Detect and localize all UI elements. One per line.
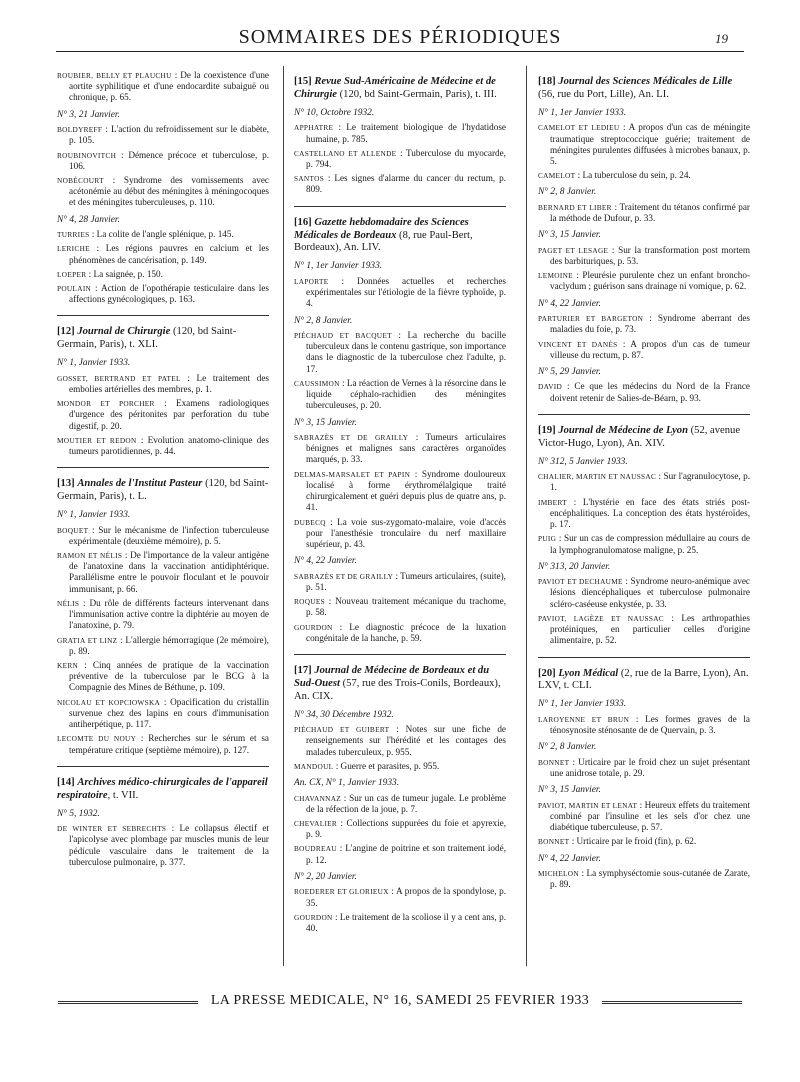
article-entry: [57, 124, 269, 146]
article-title: : Syndrome douloureux localisé à forme érythromélalgique traité chirurgicalement et guéri depuis plus de quatre ans, p. 41.: [306, 468, 507, 513]
journal-section: [538, 425, 750, 647]
article-title: : Le collapsus électif et l'apicolyse avec plombage par muscles munis de leur pédicule vasculaire dans le traitement de la tuberculose pulmonaire, p. 377.: [69, 823, 269, 867]
issue-label: N° 2, 8 Janvier.: [538, 742, 597, 753]
section-separator: [538, 414, 750, 415]
issue-label: N° 1, Janvier 1933.: [57, 358, 131, 369]
article-authors: BONNET: [538, 837, 570, 847]
article-title: : Les arthropathies protéiniques, en particulier celles d'origine alimentaire, p. 52.: [550, 612, 750, 646]
journal-number: [19]: [538, 424, 556, 436]
article-authors: PAGET ET LESAGE: [538, 245, 609, 255]
article-title: : Traitement du tétanos confirmé par la méthode de Dufour, p. 33.: [550, 201, 750, 224]
article-authors: BONNET: [538, 757, 570, 767]
article-entry: [294, 622, 506, 644]
article-entry: [538, 836, 750, 847]
article-title: : A propos de la spondylose, p. 35.: [306, 886, 506, 908]
article-authors: DE WINTER ET SEBRECHTS: [57, 824, 167, 834]
article-title: : Action de l'opothérapie testiculaire dans les affections gynécologiques, p. 163.: [69, 283, 269, 305]
issue-label: N° 4, 22 Janvier.: [538, 298, 601, 309]
article-title: : L'allergie hémorragique (2e mémoire), p. 89.: [69, 634, 269, 656]
article-authors: PAVIOT, LAGÈZE ET NAUSSAC: [538, 613, 664, 623]
article-entry: [57, 70, 269, 104]
article-authors: POULAIN: [57, 284, 92, 293]
journal-address: (120, bd Saint-Germain, Paris), t. L.: [57, 478, 269, 503]
journal-title: [57, 326, 269, 352]
issue-label: N° 1, 1er Janvier 1933.: [538, 107, 627, 118]
issue-label: N° 4, 28 Janvier.: [57, 214, 120, 225]
article-title: : Sur la transformation post mortem des barbituriques, p. 53.: [550, 244, 750, 266]
journal-name: Journal des Sciences Médicales de Lille: [558, 76, 733, 87]
issue-label: N° 1, 1er Janvier 1933.: [538, 699, 627, 710]
section-separator: [538, 657, 750, 658]
article-title: : Opacification du cristallin survenue chez des lapins en cours d'immunisation antiherpétique, p. 117.: [69, 696, 269, 730]
article-title: : L'angine de poitrine et son traitement iodé, p. 12.: [306, 843, 506, 865]
section-separator: [294, 206, 506, 207]
issue-label: N° 10, Octobre 1932.: [294, 107, 375, 118]
article-title: : Urticaire par le froid (fin), p. 62.: [569, 836, 697, 847]
article-entry: [57, 733, 269, 755]
article-entry: [294, 571, 506, 593]
article-entry: [538, 497, 750, 531]
article-entry: [538, 313, 750, 335]
issue-label: N° 5, 29 Janvier.: [538, 367, 601, 377]
article-authors: CHEVALIER: [294, 818, 338, 828]
article-title: : Le traitement des embolies artérielles des membres, p. 1.: [69, 372, 270, 394]
journal-number: [13]: [57, 478, 75, 490]
issue-label: N° 4, 22 Janvier.: [538, 853, 601, 864]
article-title: : La recherche du bacille tuberculeux dans le contenu gastrique, son importance dans le diagnostic de la tuberculose chez l'adulte, p. 17.: [306, 329, 506, 374]
article-entry: [294, 843, 506, 865]
article-title: : Données actuelles et recherches expérimentales sur l'étiologie de la fièvre typhoïde, p. 4.: [306, 275, 506, 309]
journal-title: [538, 76, 750, 102]
article-title: : Syndrome aberrant des maladies du foie, p. 73.: [550, 313, 750, 335]
journal-name: Journal de Médecine de Lyon: [558, 424, 688, 436]
article-authors: SABRAZÈS ET DE GRAILLY: [294, 432, 409, 442]
article-title: : Syndrome des vomissements avec acétonémie au début des méningites à méningocoques et des méningites tuberculeuses, p. 110.: [69, 175, 269, 208]
article-entry: [538, 122, 750, 167]
article-title: : Collections suppurées du foie et apyrexie, p. 9.: [306, 817, 506, 840]
journal-number: [20]: [538, 667, 556, 679]
article-title: : Tuberculose du myocarde, p. 794.: [306, 147, 506, 169]
journal-number: [17]: [294, 664, 312, 676]
article-authors: LEMOINE: [538, 271, 573, 281]
article-title: : Tumeurs articulaires, (suite), p. 51.: [306, 570, 506, 592]
article-title: : Urticaire par le froid chez un sujet présentant une anidrose totale, p. 29.: [550, 756, 750, 778]
article-entry: [294, 886, 506, 908]
journal-name: Journal de Chirurgie: [77, 326, 171, 338]
issue-label: N° 3, 15 Janvier.: [294, 417, 357, 428]
article-entry: [294, 724, 506, 758]
article-authors: CAUSSIMON: [294, 378, 340, 388]
journal-number: [18]: [538, 76, 556, 87]
article-entry: [294, 818, 506, 840]
article-entry: [538, 339, 750, 361]
article-entry: [294, 432, 506, 466]
article-authors: NOBÉCOURT: [57, 176, 104, 185]
journal-title: [538, 668, 750, 694]
journal-number: [14]: [57, 776, 75, 788]
section-separator: [294, 654, 506, 655]
article-entry: [57, 150, 269, 172]
article-entry: [538, 245, 750, 267]
journal-address: (57, rue des Trois-Conils, Bordeaux), An. CIX.: [294, 677, 501, 702]
section-separator: [57, 315, 269, 316]
article-title: : De la coexistence d'une aortite syphilitique et d'une endocardite subaiguë ou chronique, p. 65.: [69, 70, 269, 103]
footer: LA PRESSE MEDICALE, N° 16, SAMEDI 25 FEVRIER 1933: [210, 993, 590, 1008]
journal-section: [294, 665, 506, 934]
article-authors: PARTURIER ET BARGETON: [538, 314, 644, 324]
journal-number: [15]: [294, 76, 312, 87]
article-authors: GOURDON: [294, 622, 333, 632]
issue-label: N° 1, 1er Janvier 1933.: [294, 261, 383, 272]
article-entry: [294, 173, 506, 195]
article-title: : Guerre et parasites, p. 955.: [333, 760, 440, 771]
article-authors: BOQUET: [57, 525, 89, 535]
article-entry: [57, 229, 269, 240]
article-entry: [57, 175, 269, 209]
article-authors: ROUBINOVITCH: [57, 150, 117, 160]
journal-name: Archives médico-chirurgicales de l'appareil respiratoire: [57, 776, 268, 801]
article-entry: [538, 613, 750, 647]
article-title: : Le traitement biologique de l'hydatidose humaine, p. 785.: [306, 122, 506, 144]
article-entry: [57, 635, 269, 657]
journal-section: [57, 70, 269, 305]
article-title: : Sur un cas de tumeur jugale. Le problème de la réfection de la joue, p. 7.: [306, 792, 506, 814]
journal-section: [538, 76, 750, 404]
article-authors: BERNARD ET LIBER: [538, 202, 612, 212]
journal-number: [12]: [57, 326, 75, 338]
issue-label: N° 2, 8 Janvier.: [294, 315, 353, 326]
article-entry: [57, 373, 269, 395]
article-entry: [57, 660, 269, 694]
column-divider: [526, 66, 527, 966]
journal-section: [294, 217, 506, 644]
article-title: : Evolution anatomo-clinique des tumeurs parotidiennes, p. 44.: [69, 434, 269, 457]
article-entry: [294, 469, 506, 514]
article-authors: MONDOR ET PORCHER: [57, 399, 155, 409]
journal-name: Revue Sud-Américaine de Médecine et de Chirurgie: [294, 76, 496, 100]
article-authors: PIÉCHAUD ET BACQUET: [294, 330, 392, 340]
issue-label: N° 1, Janvier 1933.: [57, 510, 131, 521]
article-entry: [294, 596, 506, 618]
article-entry: [294, 912, 506, 934]
article-title: : A propos d'un cas de méningite traumatique streptococcique guérie; traitement de méningites purulentes diffusées à microbes banaux, p. 5.: [550, 122, 750, 166]
article-authors: PAVIOT, MARTIN ET LENAT: [538, 800, 638, 810]
article-entry: [294, 761, 506, 772]
column-1: [57, 70, 269, 872]
column-divider: [283, 66, 284, 966]
article-authors: ROQUES: [294, 597, 325, 607]
article-authors: DELMAS-MARSALET ET PAPIN: [294, 469, 411, 479]
article-title: : Démence précoce et tuberculose, p. 106.: [69, 149, 269, 171]
issue-label: N° 3, 21 Janvier.: [57, 109, 120, 120]
journal-address: , t. VII.: [107, 789, 139, 801]
page-title: SOMMAIRES DES PÉRIODIQUES: [238, 26, 562, 48]
article-authors: MICHELON: [538, 869, 579, 878]
article-title: : La colite de l'angle splénique, p. 145.: [89, 229, 234, 240]
article-title: : Les signes d'alarme du cancer du rectum, p. 809.: [306, 173, 506, 195]
article-title: : Heureux effets du traitement combiné par l'insuline et les sels d'or chez une diabétique tuberculeuse, p. 57.: [550, 799, 750, 833]
article-authors: LAPORTE: [294, 276, 329, 286]
journal-title: [294, 665, 506, 704]
journal-section: [57, 478, 269, 755]
article-authors: ROUBIER, BELLY ET PLAUCHU: [57, 71, 172, 80]
article-entry: [57, 398, 269, 432]
article-title: : Syndrome neuro-anémique avec lésions diencéphaliques et tuberculose pulmonaire scléro-caséeuse enkystée, p. 33.: [550, 576, 750, 609]
article-title: : Le traitement de la scoliose il y a cent ans, p. 40.: [306, 911, 506, 933]
article-title: : La symphyséctomie sous-cutanée de Zarate, p. 89.: [550, 868, 750, 890]
article-authors: GOURDON: [294, 912, 333, 922]
article-entry: [294, 330, 506, 375]
article-authors: BOUDREAU: [294, 844, 337, 854]
journal-title: [538, 425, 750, 451]
article-entry: [57, 435, 269, 457]
article-entry: [538, 381, 750, 403]
journal-section: [538, 668, 750, 891]
journal-title: [294, 76, 506, 102]
issue-label: N° 4, 22 Janvier.: [294, 556, 357, 567]
article-title: : La réaction de Vernes à la résorcine dans le liquide céphalo-rachidien des méningites tuberculeuses, p. 20.: [306, 377, 506, 411]
issue-label: N° 3, 15 Janvier.: [538, 230, 601, 241]
article-authors: CHAVANNAZ: [294, 793, 342, 803]
article-authors: PIÉCHAUD ET GUIBERT: [294, 725, 390, 735]
article-entry: [538, 714, 750, 736]
article-entry: [538, 270, 750, 292]
article-entry: [538, 471, 750, 493]
article-authors: GRATIA ET LINZ: [57, 635, 118, 645]
article-title: : L'hystérie en face des états striés post-encéphalitiques. La conception des états hystéroïdes, p. 17.: [550, 496, 750, 530]
article-entry: [538, 202, 750, 224]
article-title: : Sur l'agranulocytose, p. 1.: [550, 471, 750, 493]
article-authors: TURRIES: [57, 230, 90, 240]
article-authors: BOLDYREFF: [57, 125, 103, 135]
article-authors: IMBERT: [538, 497, 567, 507]
article-title: : Nouveau traitement mécanique du trachome, p. 58.: [306, 596, 506, 618]
article-title: : La saignée, p. 150.: [86, 268, 163, 279]
article-entry: [294, 122, 506, 144]
article-entry: [538, 170, 750, 181]
journal-address: (8, rue Paul-Bert, Bordeaux), An. LIV.: [294, 229, 473, 254]
article-entry: [57, 598, 269, 632]
article-authors: APPHATRE: [294, 123, 334, 133]
article-authors: SABRAZÈS ET DE GRAILLY: [294, 571, 394, 581]
article-title: : Pleurésie purulente chez un enfant broncho-vaclydum ; guérison sans drainage ni vomique, p. 62.: [550, 270, 750, 292]
journal-address: (56, rue du Port, Lille), An. LI.: [538, 88, 669, 100]
issue-label: N° 2, 20 Janvier.: [294, 871, 357, 882]
journal-name: Gazette hebdomadaire des Sciences Médicales de Bordeaux: [294, 216, 469, 241]
article-authors: KERN: [57, 661, 79, 670]
article-entry: [538, 533, 750, 555]
journal-section: [294, 76, 506, 196]
article-title: : Sur le mécanisme de l'infection tuberculeuse expérimentale (deuxième mémoire), p. 5.: [69, 524, 269, 546]
issue-label: N° 312, 5 Janvier 1933.: [538, 456, 628, 467]
section-separator: [57, 467, 269, 468]
issue-label: N° 2, 8 Janvier.: [538, 187, 597, 198]
header-rule: [56, 51, 744, 52]
article-authors: LAROYENNE ET BRUN: [538, 714, 630, 724]
issue-label: An. CX, N° 1, Janvier 1933.: [294, 778, 400, 789]
article-entry: [294, 148, 506, 170]
article-title: : L'action du refroidissement sur le diabète, p. 105.: [69, 124, 269, 146]
article-title: : Du rôle de différents facteurs intervenant dans l'immunisation active contre la diphtérie au moyen de l'anatoxine, p. 79.: [69, 597, 269, 631]
journal-section: [57, 777, 269, 868]
column-2: [294, 70, 506, 938]
article-entry: [294, 793, 506, 815]
article-authors: DAVID: [538, 382, 563, 392]
article-authors: MOUTIER ET REDON: [57, 435, 137, 445]
article-authors: VINCENT ET DANÈS: [538, 339, 618, 349]
article-entry: [57, 269, 269, 280]
article-title: : De l'importance de la valeur antigène de l'anatoxine dans la vaccination antidiphtérique. Parallélisme entre le pouvoir floculant et le pouvoir immunisant, p. 66.: [69, 550, 269, 594]
article-authors: NÉLIS: [57, 598, 80, 608]
section-separator: [57, 766, 269, 767]
article-entry: [57, 697, 269, 731]
article-entry: [294, 378, 506, 412]
article-authors: SANTOS: [294, 174, 325, 184]
article-authors: CAMELOT: [538, 171, 576, 181]
article-authors: ROEDERER ET GLORIEUX: [294, 887, 389, 897]
article-authors: PAVIOT ET DECHAUME: [538, 577, 623, 587]
article-authors: DUBECQ: [294, 517, 326, 527]
journal-title: [57, 478, 269, 504]
article-entry: [538, 800, 750, 834]
issue-label: N° 3, 15 Janvier.: [538, 785, 601, 796]
journal-name: Journal de Médecine de Bordeaux et du Sud-Ouest: [294, 664, 490, 689]
article-entry: [57, 525, 269, 547]
article-authors: RAMON ET NÉLIS: [57, 551, 123, 561]
journal-address: (120, bd Saint-Germain, Paris), t. XLI.: [57, 326, 237, 351]
journal-name: Annales de l'Institut Pasteur: [77, 478, 203, 490]
article-entry: [294, 276, 506, 310]
article-title: : Recherches sur le sérum et sa température critique (septième mémoire), p. 127.: [69, 733, 269, 755]
article-entry: [294, 517, 506, 551]
journal-title: [57, 777, 269, 803]
journal-address: (52, avenue Victor-Hugo, Lyon), An. XIV.: [538, 424, 741, 449]
issue-label: N° 34, 30 Décembre 1932.: [294, 709, 394, 720]
journal-section: [57, 326, 269, 457]
article-title: : Notes sur une fiche de renseignements sur l'hérédité et les contages des malades tuberculeux, p. 955.: [306, 724, 506, 757]
article-title: : Sur un cas de compression médullaire au cours de la lymphogranulomatose maligne, p. 25.: [550, 533, 750, 555]
article-authors: NICOLAU ET KOPCIOWSKA: [57, 697, 161, 707]
article-authors: LERICHE: [57, 244, 90, 254]
article-authors: MANDOUL: [294, 761, 334, 771]
article-entry: [57, 550, 269, 595]
article-title: : Examens radiologiques d'urgence des péritonites par perforation du tube digestif, p. 20.: [69, 398, 269, 431]
journal-name: Lyon Médical: [558, 667, 619, 679]
article-authors: LOEPER: [57, 269, 87, 279]
issue-label: N° 313, 20 Janvier.: [538, 561, 611, 572]
article-title: : Les formes graves de la ténosynosite sténosante de de Quervain, p. 3.: [550, 713, 750, 736]
article-entry: [57, 243, 269, 265]
article-authors: GOSSET, BERTRAND ET PATEL: [57, 373, 181, 383]
article-title: : A propos d'un cas de tumeur villeuse du rectum, p. 87.: [550, 338, 750, 360]
article-entry: [538, 576, 750, 610]
article-entry: [57, 283, 269, 305]
article-title: : Les régions pauvres en calcium et les phénomènes de cancérisation, p. 149.: [69, 243, 269, 265]
article-title: : La voie sus-zygomato-malaire, voie d'accès pour l'anesthésie tronculaire du nerf maxillaire supérieur, p. 43.: [306, 516, 506, 549]
article-entry: [538, 868, 750, 890]
page-number: 19: [715, 31, 728, 46]
journal-address: (2, rue de la Barre, Lyon), An. LXV, t. CLI.: [538, 667, 749, 692]
article-title: : Ce que les médecins du Nord de la France doivent retenir de Salies-de-Béarn, p. 93.: [550, 381, 750, 403]
journal-title: [294, 217, 506, 256]
journal-address: (120, bd Saint-Germain, Paris), t. III.: [336, 88, 497, 100]
article-authors: CHALIER, MARTIN ET NAUSSAC: [538, 472, 657, 482]
article-entry: [538, 757, 750, 779]
column-3: [538, 70, 750, 894]
article-title: : Tumeurs articulaires bénignes et malignes sans caractères organoïdes marqués, p. 33.: [306, 431, 506, 465]
article-title: : La tuberculose du sein, p. 24.: [575, 170, 691, 181]
article-authors: PUIG: [538, 534, 557, 544]
article-authors: CAMELOT ET LEDIEU: [538, 123, 620, 133]
issue-label: N° 5, 1932.: [57, 808, 100, 819]
journal-number: [16]: [294, 216, 312, 228]
article-title: : Cinq années de pratique de la vaccination préventive de la tuberculose par le BCG à la Compagnie des Mines de Béthune, p. 109.: [69, 660, 269, 693]
article-title: : Le diagnostic précoce de la luxation congénitale de la hanche, p. 59.: [306, 621, 506, 643]
article-entry: [57, 823, 269, 868]
footer-rule-right: [602, 1001, 742, 1004]
article-authors: CASTELLANO ET ALLENDE: [294, 148, 397, 158]
article-authors: LECOMTE DU NOUY: [57, 734, 137, 744]
